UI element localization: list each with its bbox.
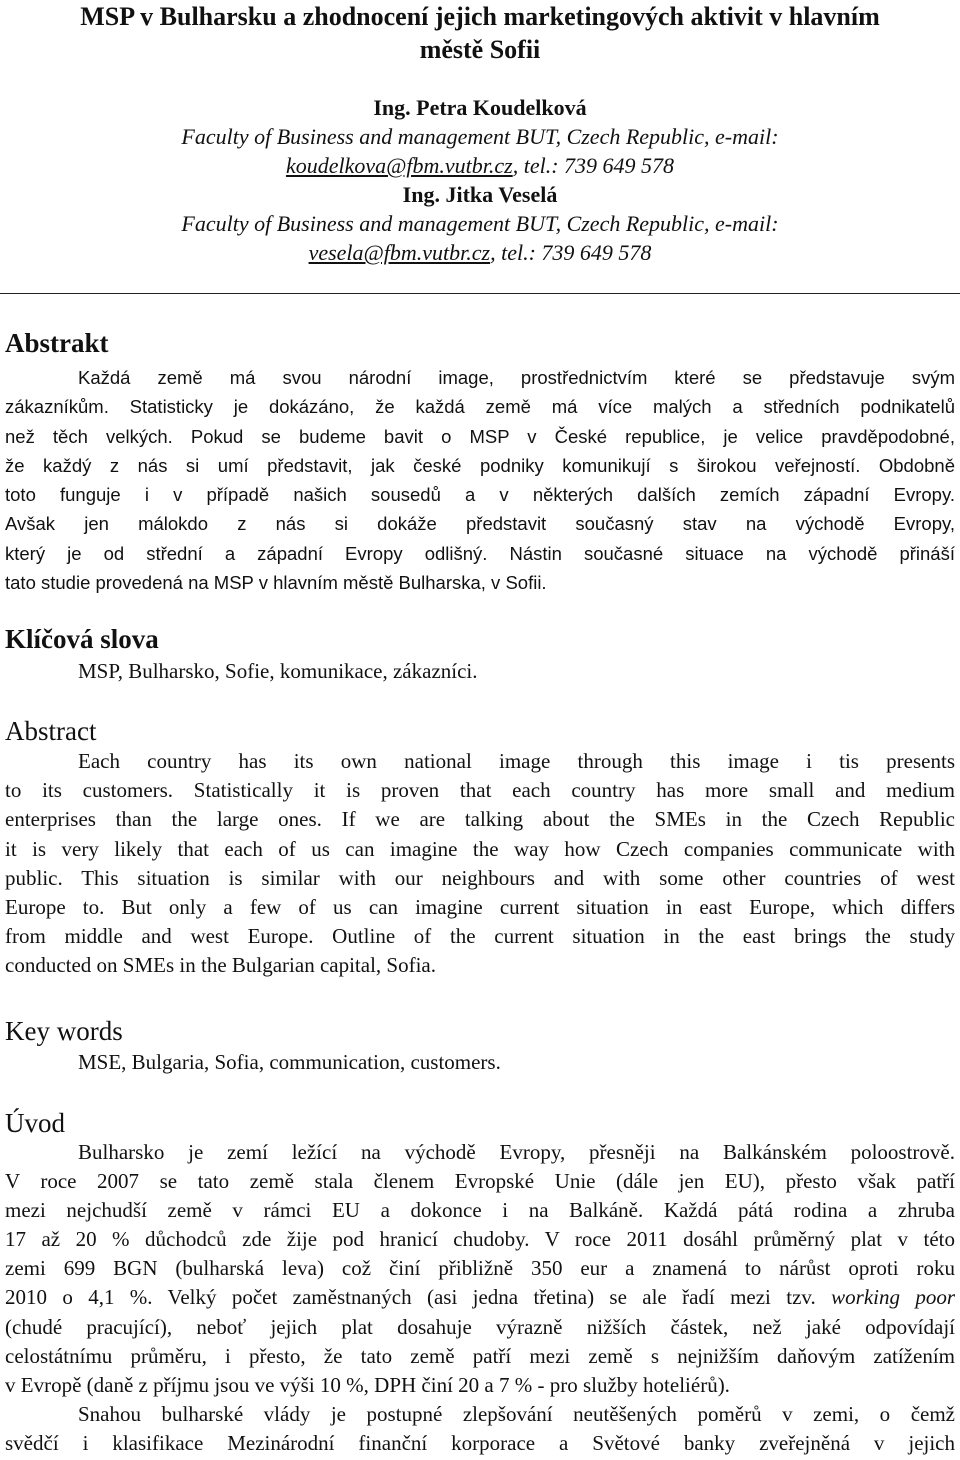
key-words-heading: Key words <box>5 1016 123 1046</box>
uvod-heading: Úvod <box>5 1108 65 1138</box>
uvod-line: v Evropě (daně z příjmu jsou ve výši 10 %, DPH činí 20 a 7 % - pro služby hoteliérů). <box>5 1372 730 1397</box>
abstrakt-line: toto funguje i v případě našich sousedů a v některých dalších zemích západní Evropy. <box>5 484 955 506</box>
author-1-affiliation: Faculty of Business and management BUT, Czech Republic, e-mail: <box>181 124 779 149</box>
abstract-line: from middle and west Europe. Outline of the current situation in the east brings the study <box>5 924 955 949</box>
uvod-line: (chudé pracující), neboť jejich plat dosahuje výrazně nižších částek, než jaké odpovídají <box>5 1314 955 1339</box>
author-1-email-link[interactable]: koudelkova@fbm.vutbr.cz <box>285 153 513 178</box>
author-1-tel: , tel.: 739 649 578 <box>512 153 675 178</box>
uvod-line <box>5 1283 955 1312</box>
author-2-contact <box>0 238 960 267</box>
abstract-line: Each country has its own national image through this image i tis presents <box>78 749 955 773</box>
abstract-heading: Abstract <box>5 716 97 746</box>
uvod-line: Bulharsko je zemí ležící na východě Evropy, přesněji na Balkánském poloostrově. <box>78 1140 955 1164</box>
abstrakt-line: než těch velkých. Pokud se budeme bavit o MSP v České republice, je velice pravděpodobné, <box>5 425 955 447</box>
abstrakt-body <box>5 363 955 597</box>
paper-title-line-2: městě Sofii <box>419 35 541 64</box>
abstract-line: enterprises than the large ones. If we are talking about the SMEs in the Czech Republic <box>5 807 955 832</box>
abstract-line: conducted on SMEs in the Bulgarian capital, Sofia. <box>5 953 436 978</box>
author-2-email-link[interactable]: vesela@fbm.vutbr.cz <box>308 240 491 265</box>
klicova-slova-heading: Klíčová slova <box>5 624 159 654</box>
working-poor-term: working poor <box>831 1285 955 1310</box>
abstract-body <box>5 747 955 981</box>
abstract-line: it is very likely that each of us can imagine the way how Czech companies communicate with <box>5 836 955 861</box>
abstrakt-line: Avšak jen málokdo z nás si dokáže představit současný stav na východě Evropy, <box>5 513 955 535</box>
author-2-name: Ing. Jitka Veselá <box>402 182 558 207</box>
paper-title-line-1: MSP v Bulharsku a zhodnocení jejich marketingových aktivit v hlavním <box>80 2 880 31</box>
uvod-line: 17 až 20 % důchodců zde žije pod hranicí chudoby. V roce 2011 dosáhl průměrný plat v této <box>5 1227 955 1252</box>
abstrakt-heading: Abstrakt <box>5 328 109 358</box>
uvod-line: svědčí i klasifikace Mezinárodní finanční korporace a Světové banky zveřejněná v jejich <box>5 1430 955 1455</box>
abstrakt-line: který je od střední a západní Evropy odlišný. Nástin současné situace na východě přináší <box>5 542 955 564</box>
abstract-line: Europe to. But only a few of us can imagine current situation in east Europe, which differs <box>5 895 955 920</box>
uvod-line-text: 2010 o 4,1 %. Velký počet zaměstnaných (asi jedna třetina) se ale řadí mezi tzv. <box>5 1285 816 1310</box>
uvod-line: zemi 699 BGN (bulharská leva) což činí přibližně 350 eur a znamená to nárůst oproti roku <box>5 1256 955 1281</box>
abstrakt-line: zákazníkům. Statisticky je dokázáno, že každá země má více malých a středních podnikatelů <box>5 396 955 418</box>
abstrakt-line: že každý z nás si umí představit, jak české podniky komunikují s širokou veřejností. Obdobně <box>5 454 955 476</box>
abstrakt-line: Každá země má svou národní image, prostřednictvím které se představuje svým <box>78 367 955 388</box>
uvod-line: Snahou bulharské vlády je postupné zlepšování neutěšených poměrů v zemi, o čemž <box>78 1401 955 1426</box>
key-words-text: MSE, Bulgaria, Sofia, communication, customers. <box>78 1050 501 1074</box>
author-2-tel: , tel.: 739 649 578 <box>490 240 652 265</box>
abstrakt-line: tato studie provedená na MSP v hlavním městě Bulharska, v Sofii. <box>5 572 547 594</box>
uvod-line: mezi nejchudší země v rámci EU a dokonce i na Balkáně. Každá pátá rodina a zhruba <box>5 1198 955 1223</box>
klicova-slova-text: MSP, Bulharsko, Sofie, komunikace, zákazníci. <box>78 659 478 683</box>
author-1-name: Ing. Petra Koudelková <box>373 95 587 120</box>
abstract-line: to its customers. Statistically it is proven that each country has more small and medium <box>5 778 955 803</box>
uvod-body <box>5 1138 955 1458</box>
author-2-affiliation: Faculty of Business and management BUT, Czech Republic, e-mail: <box>181 211 779 236</box>
uvod-line: celostátnímu průměru, i přesto, že tato země patří mezi země s nejnižším daňovým zatížením <box>5 1343 955 1368</box>
header-divider <box>0 293 960 294</box>
author-1-contact <box>0 151 960 180</box>
uvod-line: V roce 2007 se tato země stala členem Evropské Unie (dále jen EU), přesto však patří <box>5 1169 955 1194</box>
abstract-line: public. This situation is similar with our neighbours and with some other countries of west <box>5 865 955 890</box>
